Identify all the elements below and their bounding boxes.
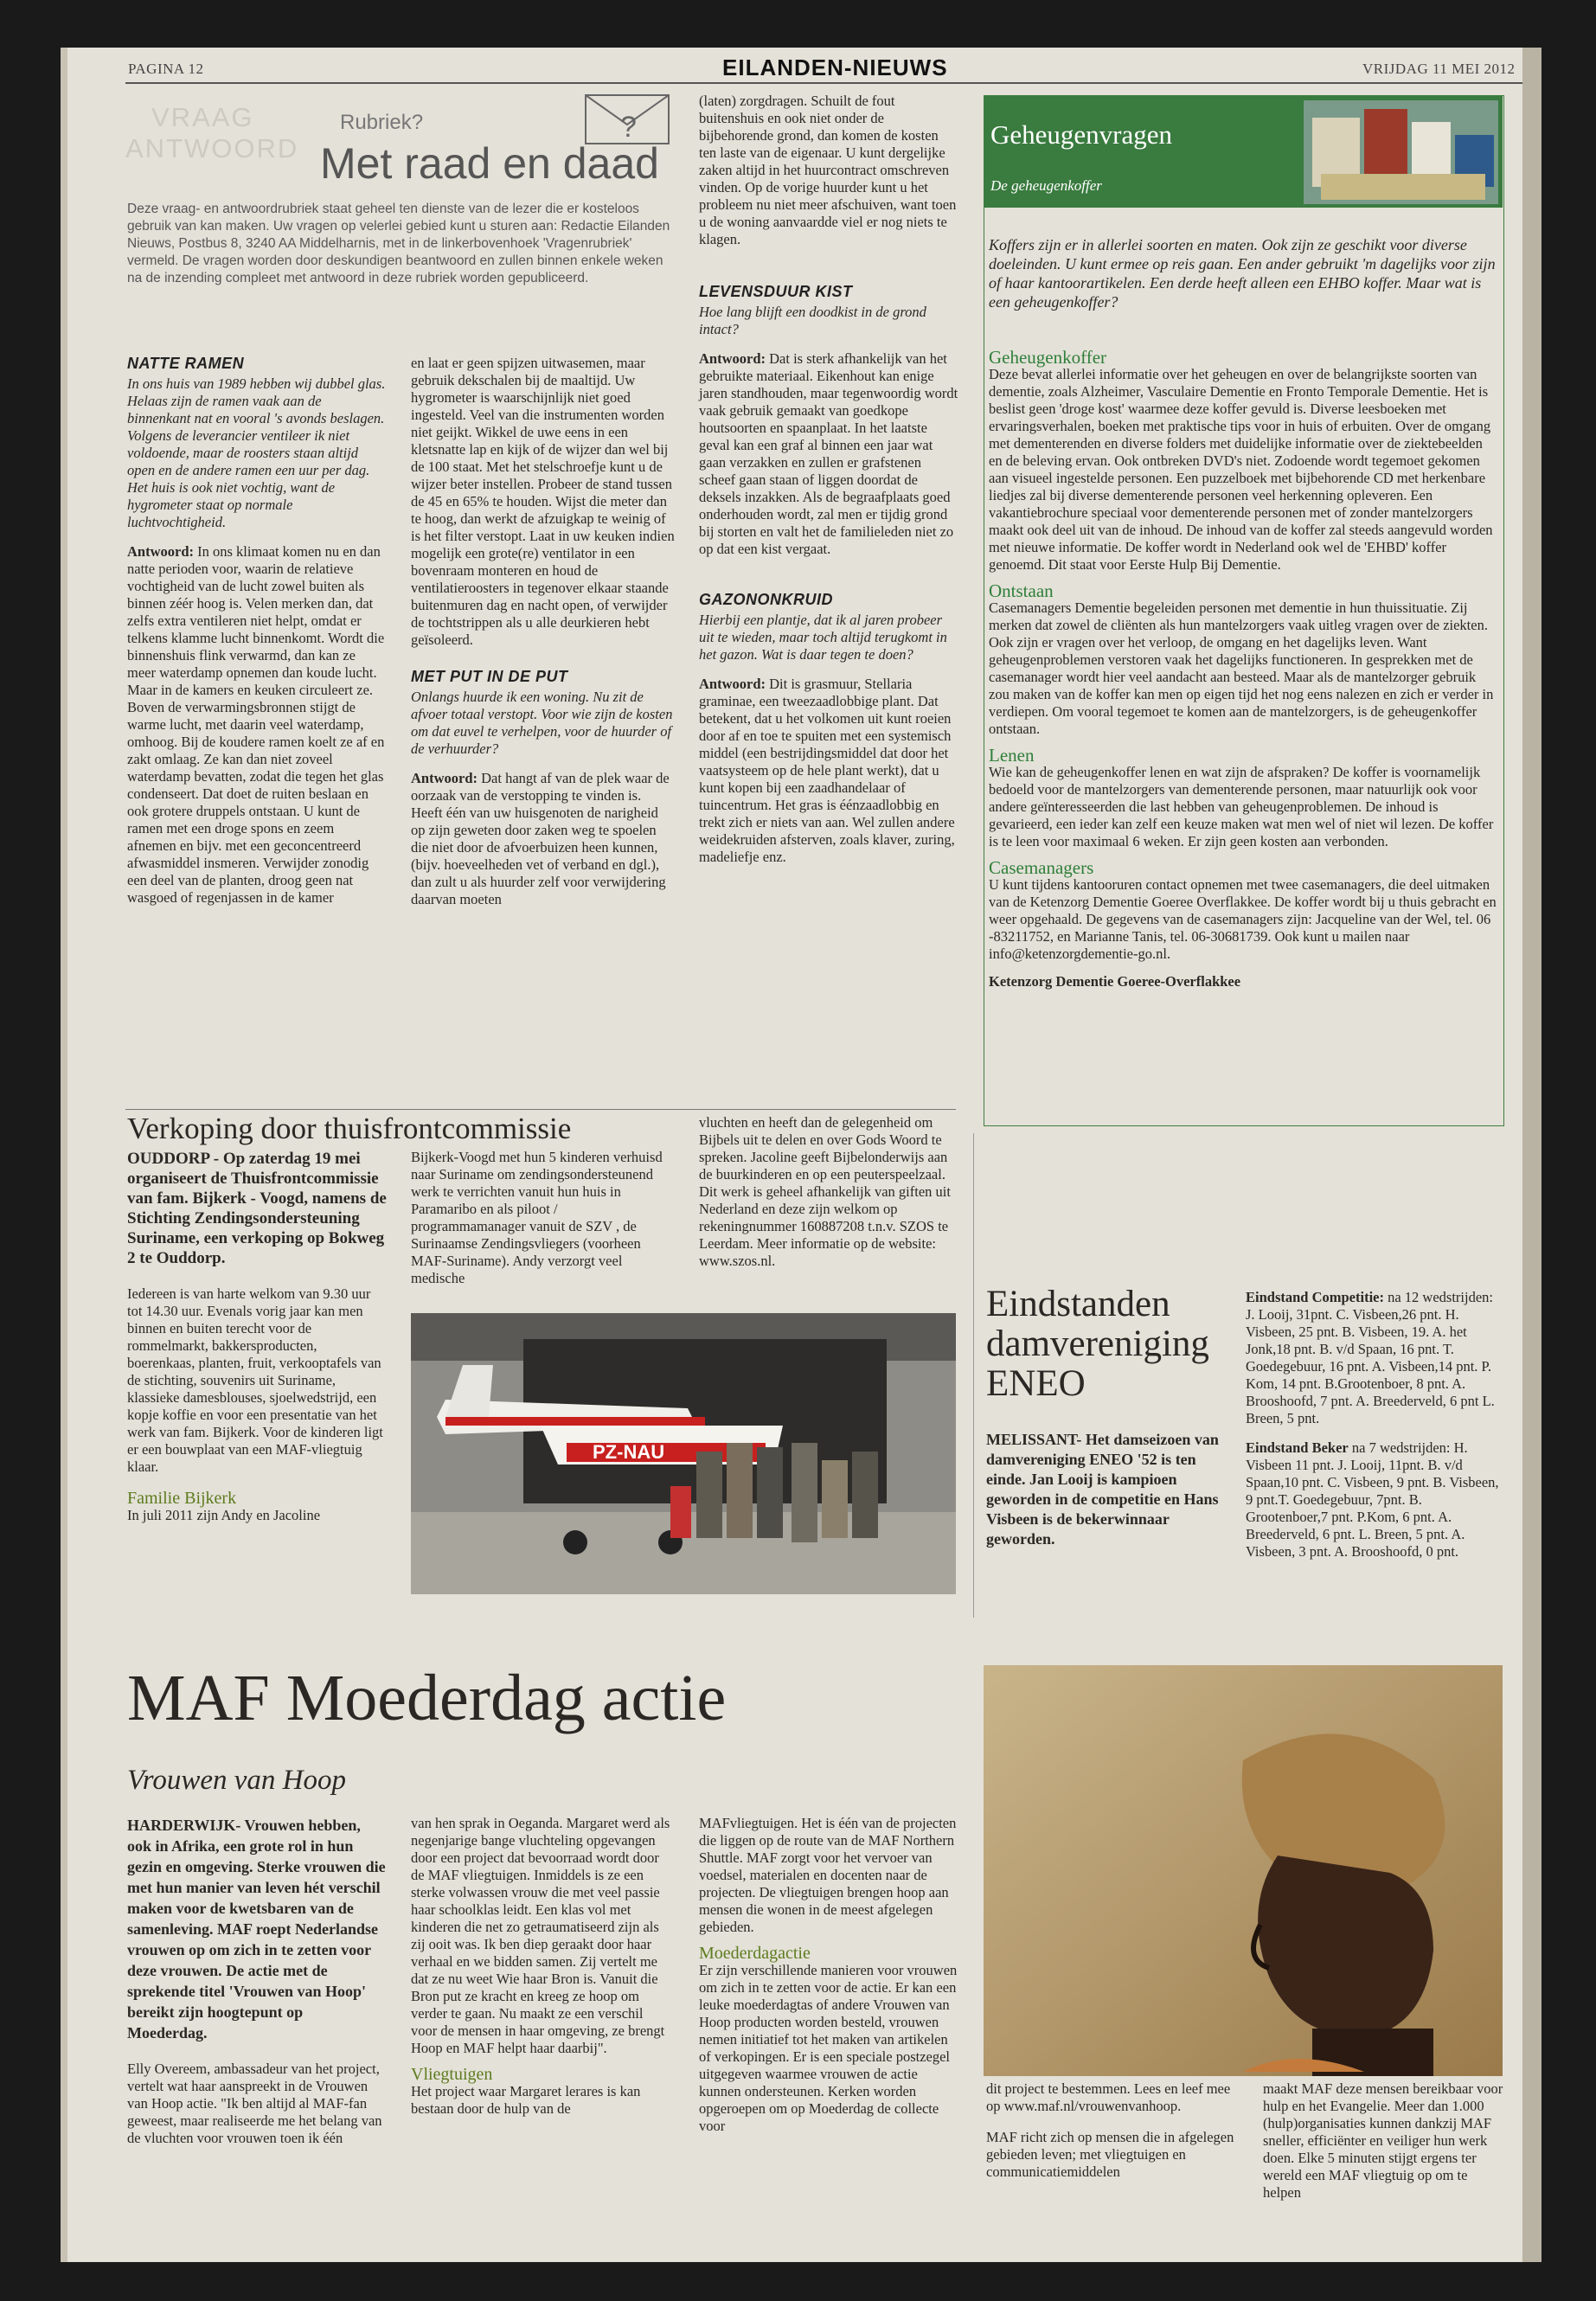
maf-moederdag-subhead: Moederdagactie [699, 1944, 811, 1963]
envelope-icon [584, 93, 670, 145]
verkoping-title: Verkoping door thuisfrontcommissie [127, 1112, 572, 1145]
geheugen-section-head-ontstaan: Ontstaan [989, 580, 1054, 601]
levensduur-question: Hoe lang blijft een doodkist in de grond intact? [699, 304, 926, 337]
verkoping-col1 [127, 1149, 387, 1524]
natte-ramen-answer-text: In ons klimaat komen nu en dan natte perioden voor, waarin de relatieve vochtigheid van de lucht zowel buiten als binnen zéér hoog is. Velen merken dan, dat zelfs extra ventileren niet helpt, omdat er telkens klamme lucht binnenkomt. Wordt die binnenshuis flink verwarmd, dan kan ze meer waterdamp opnemen dan koude lucht. Maar in de kamers en keuken circuleert ze. Boven de verwarmingsbronnen stijgt de warme lucht, met daarin veel waterdamp, omhoog. Bij de koudere ramen koelt ze af en zakt omlaag. Ze kan dan niet zoveel waterdamp bevatten, zodat die tegen het glas condenseert. Dat doet de ruiten beslaan en ook grotere druppels ontstaan. U kunt de ramen met een droge spons en zeem afnemen en bijv. met een geconcentreerd afwasmiddel insmeren. Verwijder zonodig een deel van de planten, droog geen nat wasgoed of regenjassen in de kamer [127, 543, 385, 906]
geheugen-intro: Koffers zijn er in allerlei soorten en maten. Ook zijn ze geschikt voor diverse doeleinden. U kunt ermee op reis gaan. Een ander gebruikt 'm dagelijks voor zijn of haar kantoorartikelen. Een derde heeft alleen een EHBO koffer. Maar wat is een geheugenkoffer? [989, 236, 1496, 311]
maf-col2-text: van hen sprak in Oeganda. Margaret werd als negenjarige bange vluchteling opgevangen door een project dat bevoorraad wordt door de MAF vliegtuigen. Inmiddels is ze een sterke volwassen vrouw die met veel passie haar schoolklas leidt. Een klas vol met kinderen die net zo getraumatiseerd zijn als zij ooit was. Ik ben diep geraakt door haar verhaal en we bidden samen. Zij vertelt me dat ze nu weet Wie haar Bron is. Vanuit die Bron put ze kracht en kreeg ze hoop om verder te gaan. Nu maakt ze een verschil voor de mensen in haar omgeving, ze brengt Hoop en MAF helpt haar daarbij". [411, 1815, 670, 2056]
next-page-edge [1522, 48, 1542, 2262]
beker-text: na 7 wedstrijden: H. Visbeen 11 pnt. J. Looij, 11pnt. B. v/d Spaan,10 pnt. C. Visbeen, 9 pnt. B. Visbeen, 9 pnt.T. Goedegebuur, 7pnt. B. Grootenboer,7 pnt. P.Kom, 6 pnt. A. Breederveld, 6 pnt. L. Breen, 5 pnt. A. Visbeen, 3 pnt. A. Brooshoofd, 0 pnt. [1246, 1439, 1499, 1560]
maf-col4-text: dit project te bestemmen. Lees en leef mee op www.maf.nl/vrouwenvanhoop. [986, 2080, 1231, 2114]
maf-col2 [411, 1815, 670, 2118]
answer-label: Antwoord: [699, 350, 766, 367]
page-binding [61, 48, 67, 2262]
verkoping-body1: Iedereen is van harte welkom van 9.30 uur tot 14.30 uur. Evenals vorig jaar kan men binnen en buiten terecht voor de rommelmarkt, bakkersproducten, boerenkaas, planten, fruit, verkooptafels van de stichting, souvenirs uit Suriname, klassieke damesblouses, sjoelwedstrijd, een kopje koffie en voor een presentatie van het werk van fam. Bijkerk. Voor de kinderen ligt er een bouwplaat van een MAF-vliegtuig klaar. [127, 1285, 383, 1475]
geheugen-sections [989, 349, 1499, 990]
maf-title: MAF Moederdag actie [127, 1662, 727, 1734]
levensduur-heading: LEVENSDUUR KIST [699, 283, 853, 300]
geheugen-section-head-lenen: Lenen [989, 745, 1035, 766]
rubriek-title: Met raad en daad [320, 139, 659, 188]
answer-label: Antwoord: [127, 543, 194, 560]
levensduur-answer: Dat is sterk afhankelijk van het gebruikte materiaal. Eikenhout kan enige jaren standhouden, maar tegenwoordig wordt vaak gebruik gemaakt van goedkope houtsoorten en spaanplaat. In het laatste geval kan een graf al binnen een jaar wat gaan verzakken en zullen er grafstenen scheef gaan staan of liggen doordat de deksels inzakken. Als de begraafplaats goed onderhouden wordt, zal men er tijdig grond bij storten en valt het de familieleden niet zo op dat een kist vergaat. [699, 350, 958, 557]
met-put-question: Onlangs huurde ik een woning. Nu zit de afvoer totaal verstopt. Voor wie zijn de kosten om dat euvel te verhelpen, voor de huurder of de verhuurder? [411, 689, 673, 757]
competitie-text: na 12 wedstrijden: J. Looij, 31pnt. C. Visbeen,26 pnt. H. Visbeen, 25 pnt. B. Visbeen, 19. A. het Jonk,18 pnt. B. v/d Spaan, 16 pnt. T. Goedegebuur, 16 pnt. A. Visbeen,14 pnt. P. Kom, 14 pnt. B.Grootenboer, 8 pnt. A. Brooshoofd, 7 pnt. A. Breederveld, 6 pnt L. Breen, 5 pnt. [1246, 1289, 1495, 1426]
ghost-word-antwoord: ANTWOORD [125, 133, 299, 163]
rubriek-label: Rubriek? [340, 111, 424, 134]
ghost-word-vraag: VRAAG [151, 102, 254, 132]
gazonkruid-answer: Dit is grasmuur, Stellaria graminae, een tweezaadlobbige plant. Dat betekent, dat u het volkomen uit kunt roeien door af en toe te spuiten met een systemisch middel (een bestrijdingsmiddel dat door het vaatsysteem op de hele plant werkt), dat u kunt kopen bij een zaadhandelaar of tuincentrum. Het gras is éénzaadlobbig en trekt zich er niets van aan. Wel zullen andere weidekruiden afsterven, zoals klaver, zuring, madeliefje enz. [699, 676, 955, 865]
svg-text:?: ? [620, 111, 637, 144]
column-divider [973, 1133, 974, 1618]
maf-body1: Elly Overeem, ambassadeur van het project, vertelt wat haar aanspreekt in de Vrouwen van Hoop actie. "Ik ben altijd al MAF-fan geweest, maar realiseerde me het belang van de vluchten voor vrouwen toen ik één [127, 2061, 382, 2146]
eindstanden-lead: MELISSANT- Het damseizoen van damvereniging ENEO '52 is ten einde. Jan Looij is kampioen geworden in de competitie en Hans Visbeen is de bekerwinnaar geworden. [986, 1431, 1219, 1548]
maf-lead: HARDERWIJK- Vrouwen hebben, ook in Afrika, een grote rol in hun gezin en omgeving. Sterke vrouwen die met hun manier van leven hét verschil maken voor de kwetsbaren van de samenleving. MAF roept Nederlandse vrouwen op om zich in te zetten voor deze vrouwen. De actie met de sprekende titel 'Vrouwen van Hoop' bereikt zijn hoogtepunt op Moederdag. [127, 1817, 386, 2041]
maf-col3 [699, 1815, 958, 2135]
verkoping-body2: In juli 2011 zijn Andy en Jacoline [127, 1507, 321, 1523]
answer-label: Antwoord: [699, 676, 766, 692]
geheugen-section-head-koffer: Geheugenkoffer [989, 347, 1107, 368]
natte-ramen-heading: NATTE RAMEN [127, 355, 245, 372]
article-natte-ramen-col2 [411, 355, 675, 908]
gazonkruid-question: Hierbij een plantje, dat ik al jaren probeer uit te wieden, maar toch altijd terugkomt in het gazon. Wat is daar tegen te doen? [699, 612, 947, 663]
beker-label: Eindstand Beker [1246, 1439, 1349, 1456]
geheugen-section-text-koffer: Deze bevat allerlei informatie over het geheugen en over de belangrijkste soorten van dementie, zoals Alzheimer, Vasculaire Dementie en Fronto Temporale Dementie. Het is beslist geen 'droge kost' waarmee deze koffer gevuld is. Diverse leesboeken met ervaringsverhalen, boeken met praktische tips voor in huis of erbuiten. Over de omgang met dementerenden en diverse folders met duidelijke informatie over de ziektebeelden en de beleving ervan. Ook ontbreken DVD's niet. Zodoende wordt tegemoet gekomen aan visueel ingestelde personen. Een puzzelboek met bijbehorende CD met herkenbare liedjes zal bij diverse dementerende personen veel herkenning opleveren. Een vakantiebrochure speciaal voor dementerende personen met of zonder mantelzorgers maakt ook deel uit van de inhoud. De inhoud van de koffer zal steeds aangevuld worden met nieuwe informatie. De koffer wordt in Nederland ook wel de 'EHBD' koffer genoemd. Dit staat voor Eerste Hulp Bij Dementie. [989, 366, 1493, 573]
verkoping-subhead: Familie Bijkerk [127, 1489, 237, 1508]
header-rule [125, 82, 1522, 84]
maf-col1 [127, 1815, 387, 2147]
verkoping-col3: vluchten en heeft dan de gelegenheid om Bijbels uit te delen en over Gods Woord te spreken. Jacoline geeft Bijbelonderwijs aan de buurkinderen en op een peuterspeelzaal. Dit werk is geheel afhankelijk van giften uit Nederland en deze zijn welkom op rekeningnummer 160887208 t.n.v. SZOS te Leerdam. Meer informatie op de website: www.szos.nl. [699, 1114, 951, 1269]
maf-col2-after: Het project waar Margaret lerares is kan bestaan door de hulp van de [411, 2083, 641, 2117]
verkoping-col2: Bijkerk-Voogd met hun 5 kinderen verhuisd naar Suriname om zendingsondersteunend werk te verrichten vanuit hun huis in Paramaribo en als piloot / programmamanager vanuit de SZV , de Surinaamse Zendingsvliegers (voorheen MAF-Suriname). Andy verzorgt veel medische [411, 1149, 663, 1286]
geheugen-subtitle: De geheugenkoffer [990, 177, 1102, 194]
geheugen-title: Geheugenvragen [990, 119, 1173, 150]
page-number: PAGINA 12 [128, 61, 204, 77]
maf-col3-after: Er zijn verschillende manieren voor vrouwen om zich in te zetten voor de actie. Er kan een leuke moederdagtas of andere Vrouwen van Hoop producten worden besteld, vrouwen nemen initiatief tot het maken van artikelen of verkopingen. Er is een speciale postzegel uitgegeven waarmee vrouwen de actie kunnen ondersteunen. Kerken worden opgeroepen om op Moederdag de collecte voor [699, 1962, 958, 2134]
eindstanden-col1 [986, 1430, 1237, 1561]
maf-vliegtuigen-subhead: Vliegtuigen [411, 2065, 493, 2084]
maf-col4b-text: MAF richt zich op mensen die in afgelegen gebieden leven; met vliegtuigen en communicatiemiddelen [986, 2129, 1234, 2180]
verkoping-lead: OUDDORP - Op zaterdag 19 mei organiseert de Thuisfrontcommissie van fam. Bijkerk - Voogd, namens de Stichting Zendingsondersteuning Suriname, een verkoping op Bokweg 2 te Ouddorp. [127, 1150, 387, 1267]
gazonkruid-heading: GAZONONKRUID [699, 591, 833, 608]
article-natte-ramen-col1 [127, 355, 387, 907]
woman-portrait-photo [984, 1665, 1503, 2076]
geheugen-section-head-casemanagers: Casemanagers [989, 857, 1094, 878]
geheugen-section-text-casemanagers: U kunt tijdens kantooruren contact opnemen met twee casemanagers, die deel uitmaken van de Ketenzorg Dementie Goeree Overflakkee. De koffer wordt bij u thuis gebracht en weer opgehaald. De gegevens van de casemanagers zijn: Jacqueline van der Wel, tel. 06 -83211752, en Marianne Tanis, tel. 06-30681739. Ook kunt u mailen naar info@ketenzorgdementie-go.nl. [989, 876, 1497, 962]
geheugen-section-text-lenen: Wie kan de geheugenkoffer lenen en wat zijn de afspraken? De koffer is voornamelijk bedoeld voor de mantelzorgers van dementerende personen, maar natuurlijk ook voor andere geïnteresseerden die last hebben van geheugenproblemen. De inhoud is gevarieerd, een ieder kan zelf een keuze maken wat men wel of niet wil lezen. De koffer is te leen voor maximaal 6 weken. Er zijn geen kosten aan verbonden. [989, 764, 1494, 849]
page-date: VRIJDAG 11 MEI 2012 [1362, 61, 1516, 77]
maf-subtitle: Vrouwen van Hoop [127, 1765, 346, 1796]
met-put-continued: (laten) zorgdragen. Schuilt de fout buitenshuis en ook niet onder de bijbehorende grond, dan komen de kosten ten laste van de eigenaar. U kunt dergelijke zaken altijd in het huurcontract omschreven vinden. Op de vorige huurder kunt u het probleem nu niet meer afschuiven, want toen u de woning aanvaardde viel er nog niets te klagen. [699, 93, 957, 247]
maf-col3-text: MAFvliegtuigen. Het is één van de projecten die liggen op de route van de MAF Northern Shuttle. MAF zorgt voor het vervoer van voedsel, materialen en docenten naar de projecten. De vliegtuigen brengen hoop aan mensen die wonen in de meest afgelegen gebieden. [699, 1815, 957, 1935]
column-three [699, 93, 958, 866]
airplane-family-photo [411, 1313, 956, 1594]
eindstanden-col2 [1246, 1289, 1505, 1561]
eindstanden-title: Eindstanden damvereniging ENEO [986, 1284, 1209, 1404]
natte-ramen-answer [127, 543, 387, 907]
met-put-answer: Dat hangt af van de plek waar de oorzaak van de verstopping te vinden is. Heeft één van uw huisgenoten de narigheid op zijn geweten door zaken weg te spoelen die niet door de afvoerbuizen heen kunnen, (bijv. hoeveelheden vet of verband en dgl.), dan zult u als huurder zelf voor verwijdering daarvan moeten [411, 770, 670, 907]
competitie-label: Eindstand Competitie: [1246, 1289, 1384, 1305]
plane-registration: PZ-NAU [593, 1441, 665, 1463]
natte-ramen-answer-col2: en laat er geen spijzen uitwasemen, maar gebruik dekschalen bij de maaltijd. Uw hygrometer is waarschijnlijk niet goed ingesteld. Veel van die instrumenten worden niet geijkt. Wikkel de uwe eens in een kletsnatte lap en kijk of de wijzer dan wel bij de 100 staat. Met het stelschroefje kunt u de wijzer beter instellen. Probeer de stand tussen de 45 en 65% te houden. Wijst die meter dan te hoog, dan werkt de afzuigkap te weinig of is het filter verstopt. Laat in uw keuken indien mogelijk een grote(re) ventilator in een bovenraam monteren en houd de ventilatieroosters in tegenover elkaar staande buitenmuren dag en nacht open, of verwijder de tochtstrippen als u alle deurkieren hebt geïsoleerd. [411, 355, 675, 648]
ghost-words [125, 102, 299, 164]
geheugen-signature: Ketenzorg Dementie Goeree-Overflakkee [989, 973, 1241, 990]
maf-col5: maakt MAF deze mensen bereikbaar voor hulp en het Evangelie. Meer dan 1.000 (hulp)organisaties kunnen dankzij MAF sneller, efficiënter en veiliger hun werk doen. Elke 5 minuten stijgt ergens ter wereld een MAF vliegtuig op om te helpen [1263, 2080, 1503, 2201]
answer-label: Antwoord: [411, 770, 478, 786]
section-rule [125, 1109, 956, 1110]
maf-col4 [986, 2080, 1237, 2181]
masthead: EILANDEN-NIEUWS [722, 54, 948, 80]
met-put-heading: MET PUT IN DE PUT [411, 668, 568, 685]
rubriek-intro: Deze vraag- en antwoordrubriek staat geheel ten dienste van de lezer die er kosteloos gebruik van kan maken. Uw vragen op velerlei gebied kunt u sturen aan: Redactie Eilanden Nieuws, Postbus 8, 3240 AA Middelharnis, met in de linkerbovenhoek 'Vragenrubriek' vermeld. De vragen worden door deskundigen beantwoord en zullen binnen enkele weken na de inzending compleet met antwoord in deze rubriek worden gepubliceerd. [127, 202, 670, 285]
geheugen-section-text-ontstaan: Casemanagers Dementie begeleiden personen met dementie in hun thuissituatie. Zij merken dat zowel de cliënten als hun mantelzorgers vaak uitleg vragen over de ziekten. Ook zijn er vragen over het verloop, de omgang en het dagelijks leven. Want geheugenproblemen verstoren vaak het dagelijks functioneren. In gesprekken met de casemanager wordt hier veel aandacht aan besteed. Maar als de mantelzorger gebruik zou maken van de koffer kan men op eigen tijd het nog eens nalezen en zich er verder in verdiepen. Om vooral tegemoet te komen aan de mantelzorgers, is de geheugenkoffer ontstaan. [989, 599, 1494, 737]
natte-ramen-question: In ons huis van 1989 hebben wij dubbel glas. Helaas zijn de ramen vaak aan de binnenkant nat en vooral 's avonds beslagen. Volgens de leverancier ventileer ik niet voldoende, maar de roosters staan altijd open en de andere ramen een uur per dag. Het huis is ook niet vochtig, want de hygrometer staat op normale luchtvochtigheid. [127, 375, 386, 530]
